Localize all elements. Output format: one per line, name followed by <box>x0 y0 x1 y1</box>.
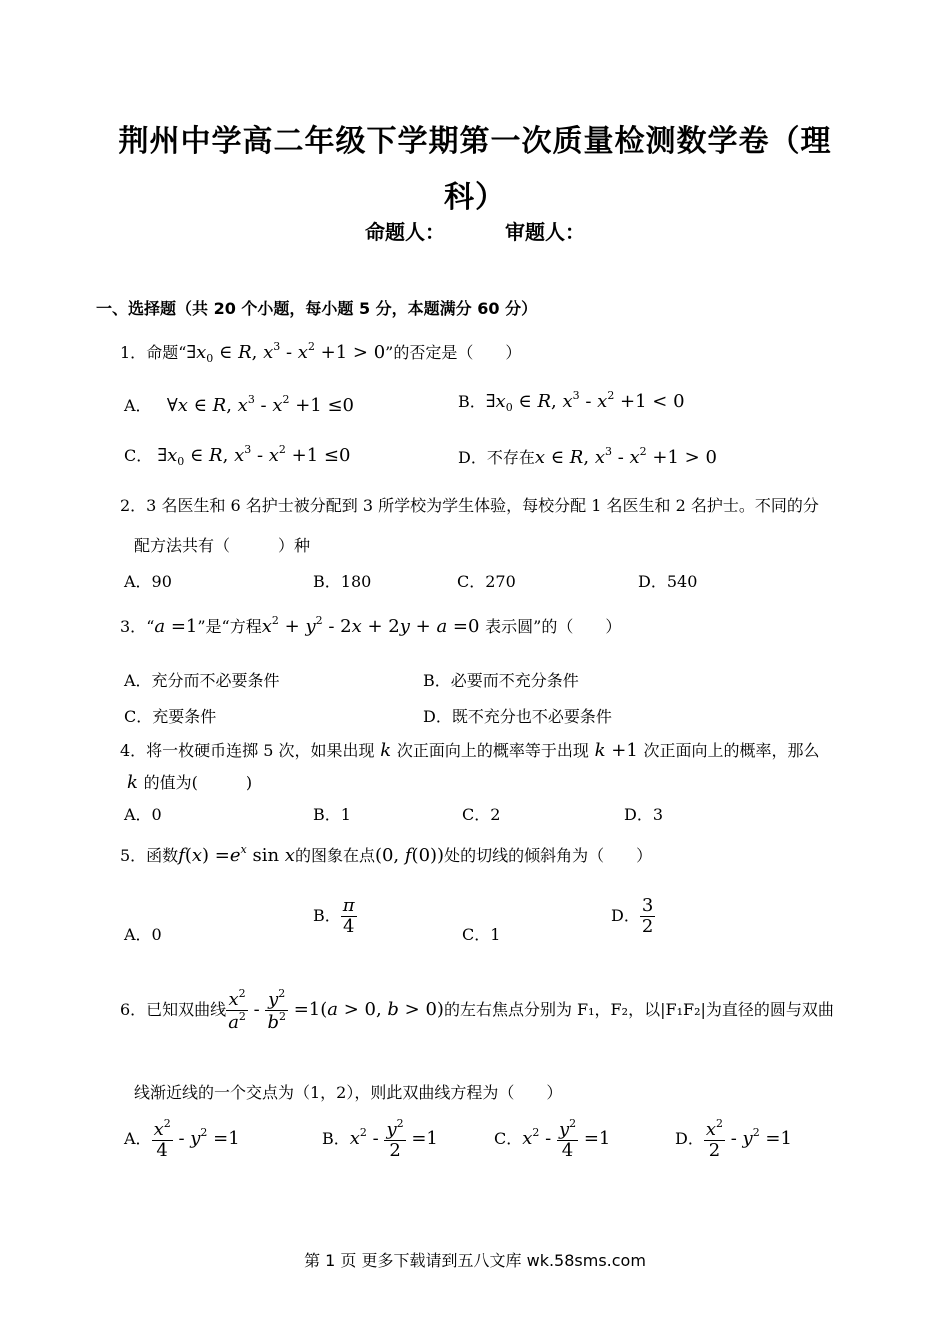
author-label: 命题人： <box>365 220 445 244</box>
question-4-continued: k 的值为( ) <box>127 772 253 793</box>
question-2-continued: 配方法共有（ ）种 <box>134 536 311 555</box>
q1-option-c: C． $\exists x_0$ ∈ R, $x^3 - x^2 +1 \le 0$ <box>124 443 351 468</box>
question-6-continued: 线渐近线的一个交点为（1，2），则此双曲线方程为（ ） <box>134 1083 563 1102</box>
q4-option-b: B．1 <box>313 805 351 824</box>
q6-option-b: B．$x^2$ - $\frac{y^2}{2}$ =1 <box>322 1117 438 1161</box>
q2-option-a: A．90 <box>124 572 172 591</box>
question-4: 4．将一枚硬币连掷 5 次，如果出现 k 次正面向上的概率等于出现 k +1 次正面向上的概率，那么 <box>120 740 820 761</box>
q4-option-a: A．0 <box>124 805 162 824</box>
question-2: 2．3 名医生和 6 名护士被分配到 3 所学校为学生体验，每校分配 1 名医生和 2 名护士。不同的分 <box>120 496 819 515</box>
q5-option-b: B． $\frac{\pi}{4}$ <box>313 895 355 937</box>
q1-option-d: D．不存在x ∈ R, $x^3 - x^2 +1 > 0$ <box>458 445 717 468</box>
author-line <box>0 216 950 245</box>
q2-option-c: C．270 <box>457 572 516 591</box>
q5-option-c: C．1 <box>462 925 501 944</box>
page-footer: 第 1 页 更多下载请到五八文库 wk.58sms.com <box>304 1251 646 1270</box>
q6-option-d: D． $\frac{x^2}{2}$ - $y^2 =1$ <box>675 1117 792 1161</box>
section-heading: 一、选择题（共 20 个小题，每小题 5 分，本题满分 60 分） <box>96 299 538 318</box>
page-title: 荆州中学高二年级下学期第一次质量检测数学卷（理 <box>118 124 832 159</box>
q2-option-d: D．540 <box>638 572 698 591</box>
q5-option-d: D． $\frac{3}{2}$ <box>611 895 654 937</box>
q4-option-c: C．2 <box>462 805 501 824</box>
q1-option-a: A． ∀x ∈ R, $x^3 - x^2 +1 \le 0$ <box>124 393 355 416</box>
reviewer-label: 审题人： <box>505 220 585 244</box>
q5-option-a: A．0 <box>124 925 162 944</box>
q6-option-c: C．$x^2$ - $\frac{y^2}{4}$ =1 <box>494 1117 611 1161</box>
question-6: 6．已知双曲线 $\frac{x^2}{a^2}$ - $\frac{y^2}{b^2}$ =1(a > 0, b > 0)的左右焦点分别为 F₁，F₂，以|F₁F₂|为直径的圆与双曲 <box>120 987 834 1033</box>
q6-option-a: A． $\frac{x^2}{4}$ - $y^2 =1$ <box>124 1117 240 1161</box>
q2-option-b: B．180 <box>313 572 372 591</box>
q3-option-b: B．必要而不充分条件 <box>423 671 579 690</box>
q4-option-d: D．3 <box>624 805 664 824</box>
q3-option-d: D．既不充分也不必要条件 <box>423 707 612 726</box>
page-title-continued: 科） <box>444 180 506 215</box>
q1-option-b: B．$\exists x_0$ ∈ R, $x^3 - x^2 +1 < 0$ <box>458 389 685 414</box>
q3-option-a: A．充分而不必要条件 <box>124 671 280 690</box>
question-1: 1．命题“$\exists x_0$ ∈ R, $x^3 - x^2 +1 > 0$”的否定是（ ） <box>120 340 522 365</box>
question-3: 3．“a =1”是“方程$x^2 + y^2 - 2x + 2y + a =0$ 表示圆”的（ ） <box>120 614 622 637</box>
q3-option-c: C．充要条件 <box>124 707 217 726</box>
question-5: 5．函数$f(x) =e^x$ sin x的图象在点(0, f(0))处的切线的倾斜角为（ ） <box>120 843 653 866</box>
